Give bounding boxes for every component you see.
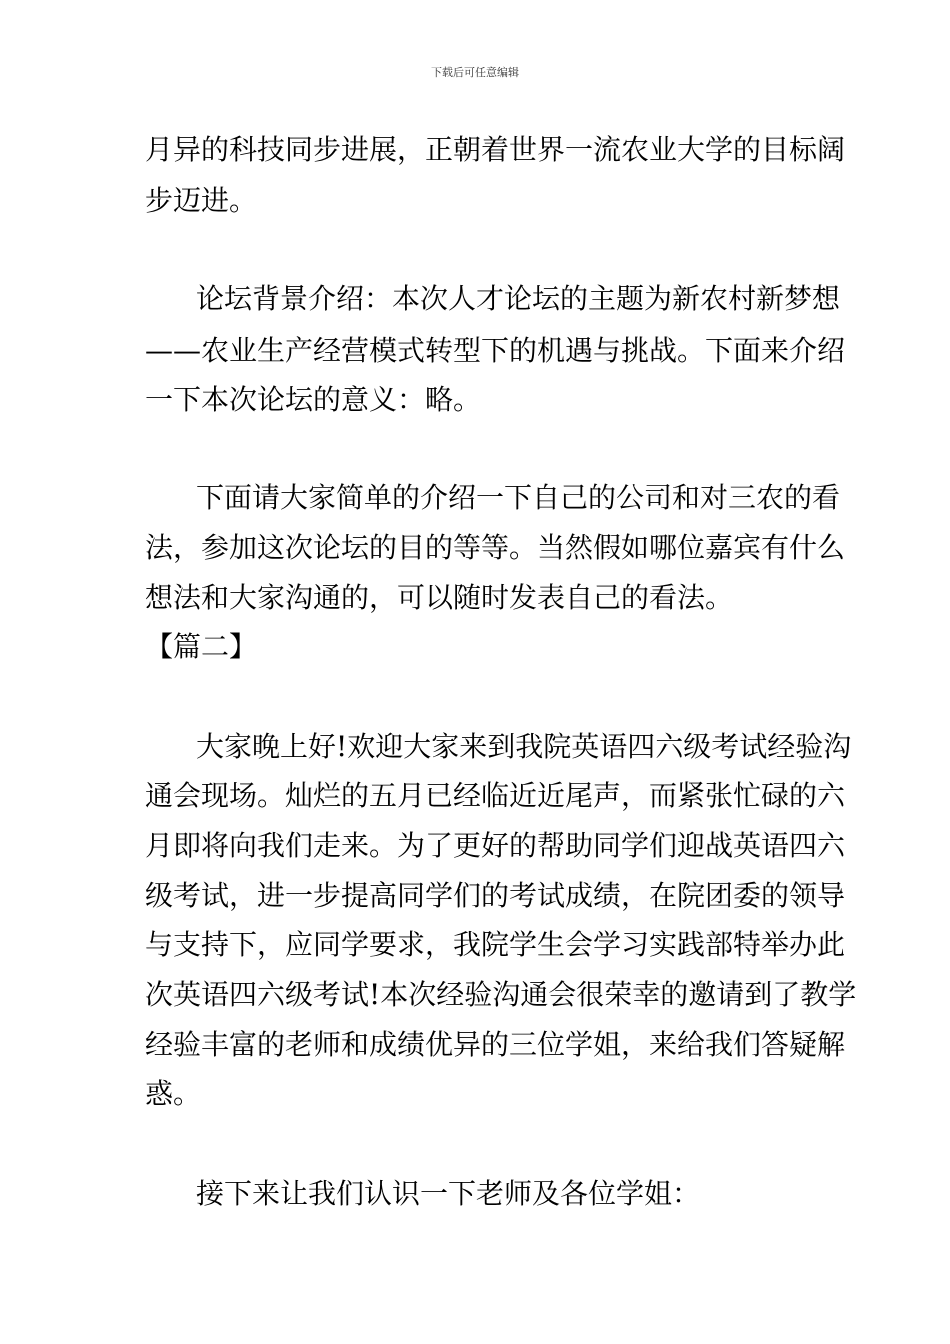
paragraph-line: 下面请大家简单的介绍一下自己的公司和对三农的看 — [196, 481, 841, 514]
paragraph-line: 月异的科技同步进展，正朝着世界一流农业大学的目标阔 — [145, 133, 846, 166]
paragraph-line: 月即将向我们走来。为了更好的帮助同学们迎战英语四六 — [145, 829, 846, 862]
paragraph-line: 想法和大家沟通的，可以随时发表自己的看法。 — [145, 581, 734, 614]
paragraph-line: 与支持下，应同学要求，我院学生会学习实践部特举办此 — [145, 928, 846, 961]
paragraph-line: 次英语四六级考试!本次经验沟通会很荣幸的邀请到了教学 — [145, 978, 857, 1011]
paragraph-line: 惑。 — [145, 1077, 202, 1110]
paragraph-line: 论坛背景介绍：本次人才论坛的主题为新农村新梦想 — [196, 282, 841, 315]
paragraph-line: 级考试，进一步提高同学们的考试成绩，在院团委的领导 — [145, 879, 846, 912]
paragraph-line: 通会现场。灿烂的五月已经临近近尾声，而紧张忙碌的六 — [145, 779, 846, 812]
section-heading: 【篇二】 — [145, 630, 258, 663]
paragraph-line: 接下来让我们认识一下老师及各位学姐： — [196, 1177, 701, 1210]
paragraph-line: 法，参加这次论坛的目的等等。当然假如哪位嘉宾有什么 — [145, 531, 846, 564]
paragraph-line: 步迈进。 — [145, 184, 258, 217]
paragraph-line: 大家晚上好!欢迎大家来到我院英语四六级考试经验沟 — [196, 730, 852, 763]
paragraph-line: 一下本次论坛的意义：略。 — [145, 383, 482, 416]
page-header: 下载后可任意编辑 — [431, 66, 519, 79]
paragraph-line: 经验丰富的老师和成绩优异的三位学姐，来给我们答疑解 — [145, 1028, 846, 1061]
paragraph-line: ——农业生产经营模式转型下的机遇与挑战。下面来介绍 — [145, 334, 846, 367]
